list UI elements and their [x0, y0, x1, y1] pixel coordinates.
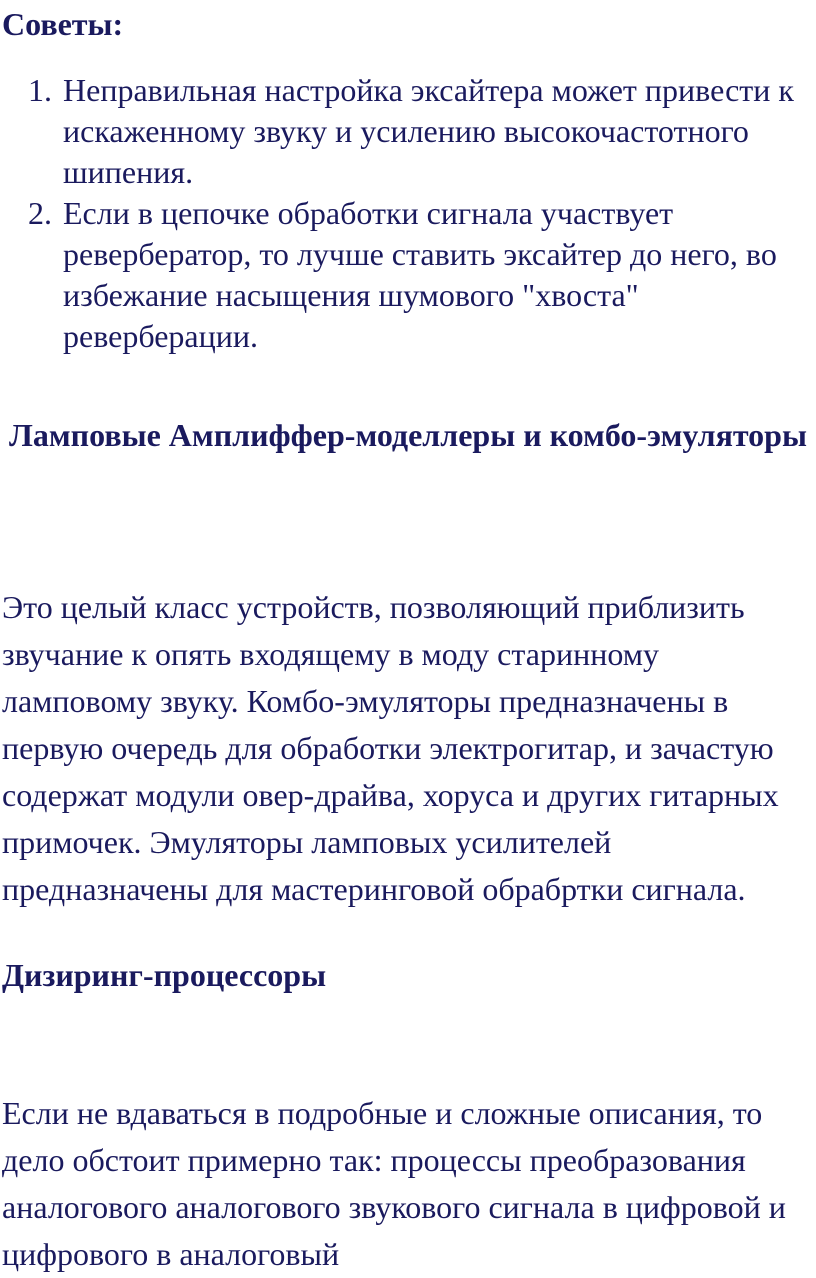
dithering-section-title: Дизиринг-процессоры — [2, 957, 327, 993]
list-item — [0, 70, 816, 193]
tips-heading: Советы: — [2, 6, 124, 42]
tips-list — [0, 70, 816, 357]
list-item-number: 1. — [28, 72, 52, 108]
list-item-number: 2. — [28, 195, 52, 231]
lamp-section-paragraph: Это целый класс устройств, позволяющий приблизить звучание к опять входящему в моду старинному ламповому звуку. Комбо-эмуляторы предназначены в первую очередь для обработки электрогитар, и зачастую содержат модули овер-драйва, хоруса и других гитарных примочек. Эмуляторы ламповых усилителей предназначены для мастеринговой обрабртки сигнала. — [2, 589, 779, 907]
list-item — [0, 193, 816, 357]
list-item-text: Неправильная настройка эксайтера может привести к искаженному звуку и усилению высокочастотного шипения. — [63, 72, 794, 190]
dithering-section-paragraph: Если не вдаваться в подробные и сложные описания, то дело обстоит примерно так: процессы преобразования аналогового аналогового звукового сигнала в цифровой и цифрового в аналоговый — [2, 1095, 786, 1272]
lamp-section-title: Ламповые Амплиффер-моделлеры и комбо-эмуляторы — [9, 417, 807, 453]
list-item-text: Если в цепочке обработки сигнала участвует ревербератор, то лучше ставить эксайтер до него, во избежание насыщения шумового "хвоста" реверберации. — [63, 195, 777, 354]
